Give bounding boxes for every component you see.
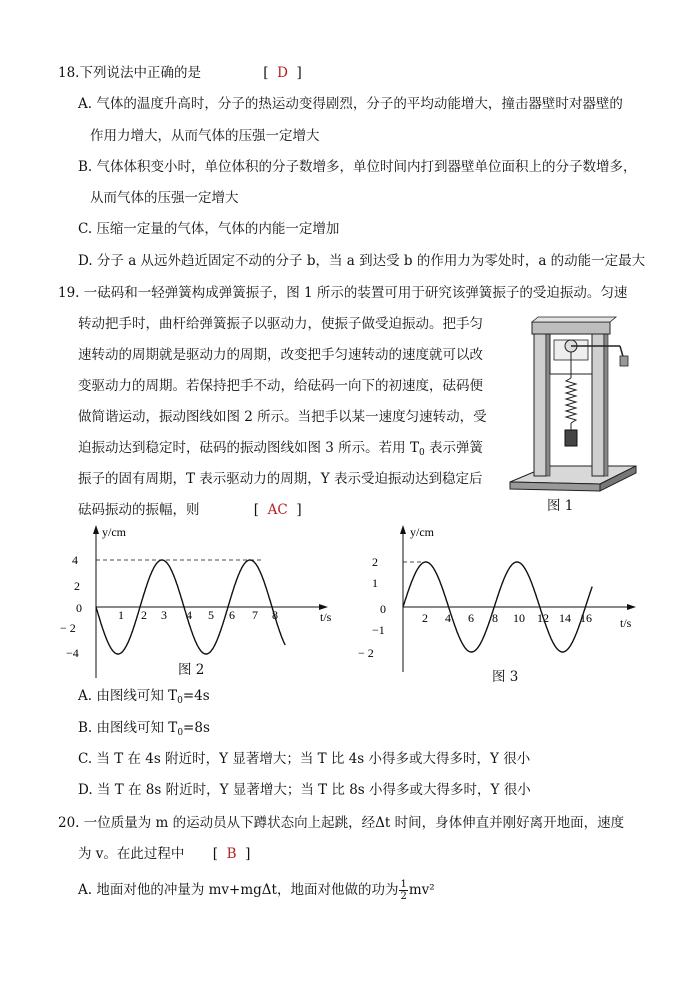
fig3-ytick: 2 bbox=[372, 555, 378, 569]
fig2-ytick: − 2 bbox=[60, 621, 76, 635]
q19-option-c: C. 当 T 在 4s 附近时，Y 显著增大；当 T 比 4s 小得多或大得多时，Y 很小 bbox=[78, 751, 531, 767]
fig1-apparatus bbox=[508, 316, 638, 498]
q18-option-a-cont: 作用力增大，从而气体的压强一定增大 bbox=[90, 128, 320, 144]
fig2-ytick: 4 bbox=[72, 553, 78, 567]
fig2-ytick: 2 bbox=[74, 579, 80, 593]
q19-line-2: 转动把手时，曲杆给弹簧振子以驱动力，使振子做受迫振动。把手匀 bbox=[78, 316, 483, 332]
fig3-xtick: 14 bbox=[559, 611, 571, 625]
fig3-xtick: 8 bbox=[492, 611, 498, 625]
fig2-xlabel: t/s bbox=[320, 610, 332, 624]
fig2-ytick: −4 bbox=[66, 646, 79, 660]
q18-option-b: B. 气体体积变小时，单位体积的分子数增多，单位时间内打到器壁单位面积上的分子数增多， bbox=[78, 159, 637, 175]
q20-answer: B bbox=[226, 846, 237, 862]
q19-option-b: B. 由图线可知 $T_0=8s$ bbox=[78, 720, 210, 738]
fig3-caption: 图 3 bbox=[492, 669, 519, 685]
fig2-xtick: 6 bbox=[229, 608, 235, 622]
fig2-xtick: 1 bbox=[118, 608, 124, 622]
q19-answer: AC bbox=[267, 502, 288, 518]
q18-option-a: A. 气体的温度升高时，分子的热运动变得剧烈，分子的平均动能增大，撞击器壁时对器壁的 bbox=[78, 96, 623, 112]
fig2-xtick: 5 bbox=[208, 608, 214, 622]
q18-option-c: C. 压缩一定量的气体，气体的内能一定增加 bbox=[78, 221, 340, 237]
fig2-xtick: 4 bbox=[186, 608, 192, 622]
fig3-xlabel: t/s bbox=[620, 616, 632, 630]
fig3-xtick: 4 bbox=[445, 611, 451, 625]
fraction: $\frac{1}{2}$ bbox=[400, 879, 407, 902]
q19-line-8: 砝码振动的振幅，则 [ AC ] bbox=[78, 502, 302, 518]
fig1-caption: 图 1 bbox=[547, 498, 574, 514]
q20-line-1: 20. 一位质量为 m 的运动员从下蹲状态向上起跳，经Δt 时间，身体伸直并刚好离开地面，速度 bbox=[58, 815, 625, 831]
fig3-xtick: 10 bbox=[513, 611, 525, 625]
fig2-ytick: 0 bbox=[76, 601, 82, 615]
q20-line-2: 为 v。在此过程中 [ B ] bbox=[78, 846, 251, 862]
fig3-xtick: 16 bbox=[580, 611, 592, 625]
q19-option-a: A. 由图线可知 $T_0=4s$ bbox=[78, 688, 210, 706]
fig2-xtick: 8 bbox=[272, 608, 278, 622]
fig3-ylabel: y/cm bbox=[410, 525, 434, 539]
q19-line-6: 迫振动达到稳定时，砝码的振动图线如图 3 所示。若用 $T_0$ 表示弹簧 bbox=[78, 440, 483, 458]
q19-option-d: D. 当 T 在 8s 附近时，Y 显著增大；当 T 比 8s 小得多或大得多时，Y 很小 bbox=[78, 782, 531, 798]
fig2-graph bbox=[60, 520, 350, 685]
q19-line-5: 做简谐运动，振动图线如图 2 所示。当把手以某一速度匀速转动，受 bbox=[78, 409, 487, 425]
fig2-xtick: 7 bbox=[252, 608, 258, 622]
fig3-ytick: 0 bbox=[380, 602, 386, 616]
fig3-xtick: 2 bbox=[422, 611, 428, 625]
q20-option-a: A. 地面对他的冲量为 mv+mgΔt，地面对他做的功为 $\frac{1}{2}$ mv² bbox=[78, 879, 435, 902]
fig3-xtick: 6 bbox=[468, 611, 474, 625]
fig3-xtick: 12 bbox=[537, 611, 549, 625]
fig2-ylabel: y/cm bbox=[102, 525, 126, 539]
q18-option-b-cont: 从而气体的压强一定增大 bbox=[90, 190, 239, 206]
fig2-xtick: 2 bbox=[141, 608, 147, 622]
fig3-ytick: 1 bbox=[372, 576, 378, 590]
fig3-ytick: −1 bbox=[372, 623, 385, 637]
fig3-ytick: − 2 bbox=[358, 646, 374, 660]
q18-option-d: D. 分子 a 从远外趋近固定不动的分子 b，当 a 到达受 b 的作用力为零处时，a 的动能一定最大 bbox=[78, 253, 646, 269]
q19-line-4: 变驱动力的周期。若保持把手不动，给砝码一向下的初速度，砝码便 bbox=[78, 378, 483, 394]
q18-stem: 18.下列说法中正确的是 [ D ] bbox=[58, 65, 302, 81]
fig2-xtick: 3 bbox=[161, 608, 167, 622]
q19-line-1: 19. 一砝码和一轻弹簧构成弹簧振子，图 1 所示的装置可用于研究该弹簧振子的受迫振动。匀速 bbox=[58, 285, 628, 301]
fig3-graph bbox=[358, 520, 658, 680]
q18-answer: D bbox=[277, 65, 288, 81]
q19-line-7: 振子的固有周期，T 表示驱动力的周期，Y 表示受迫振动达到稳定后 bbox=[78, 471, 483, 487]
q19-line-3: 速转动的周期就是驱动力的周期，改变把手匀速转动的速度就可以改 bbox=[78, 347, 483, 363]
fig2-caption: 图 2 bbox=[178, 662, 205, 678]
